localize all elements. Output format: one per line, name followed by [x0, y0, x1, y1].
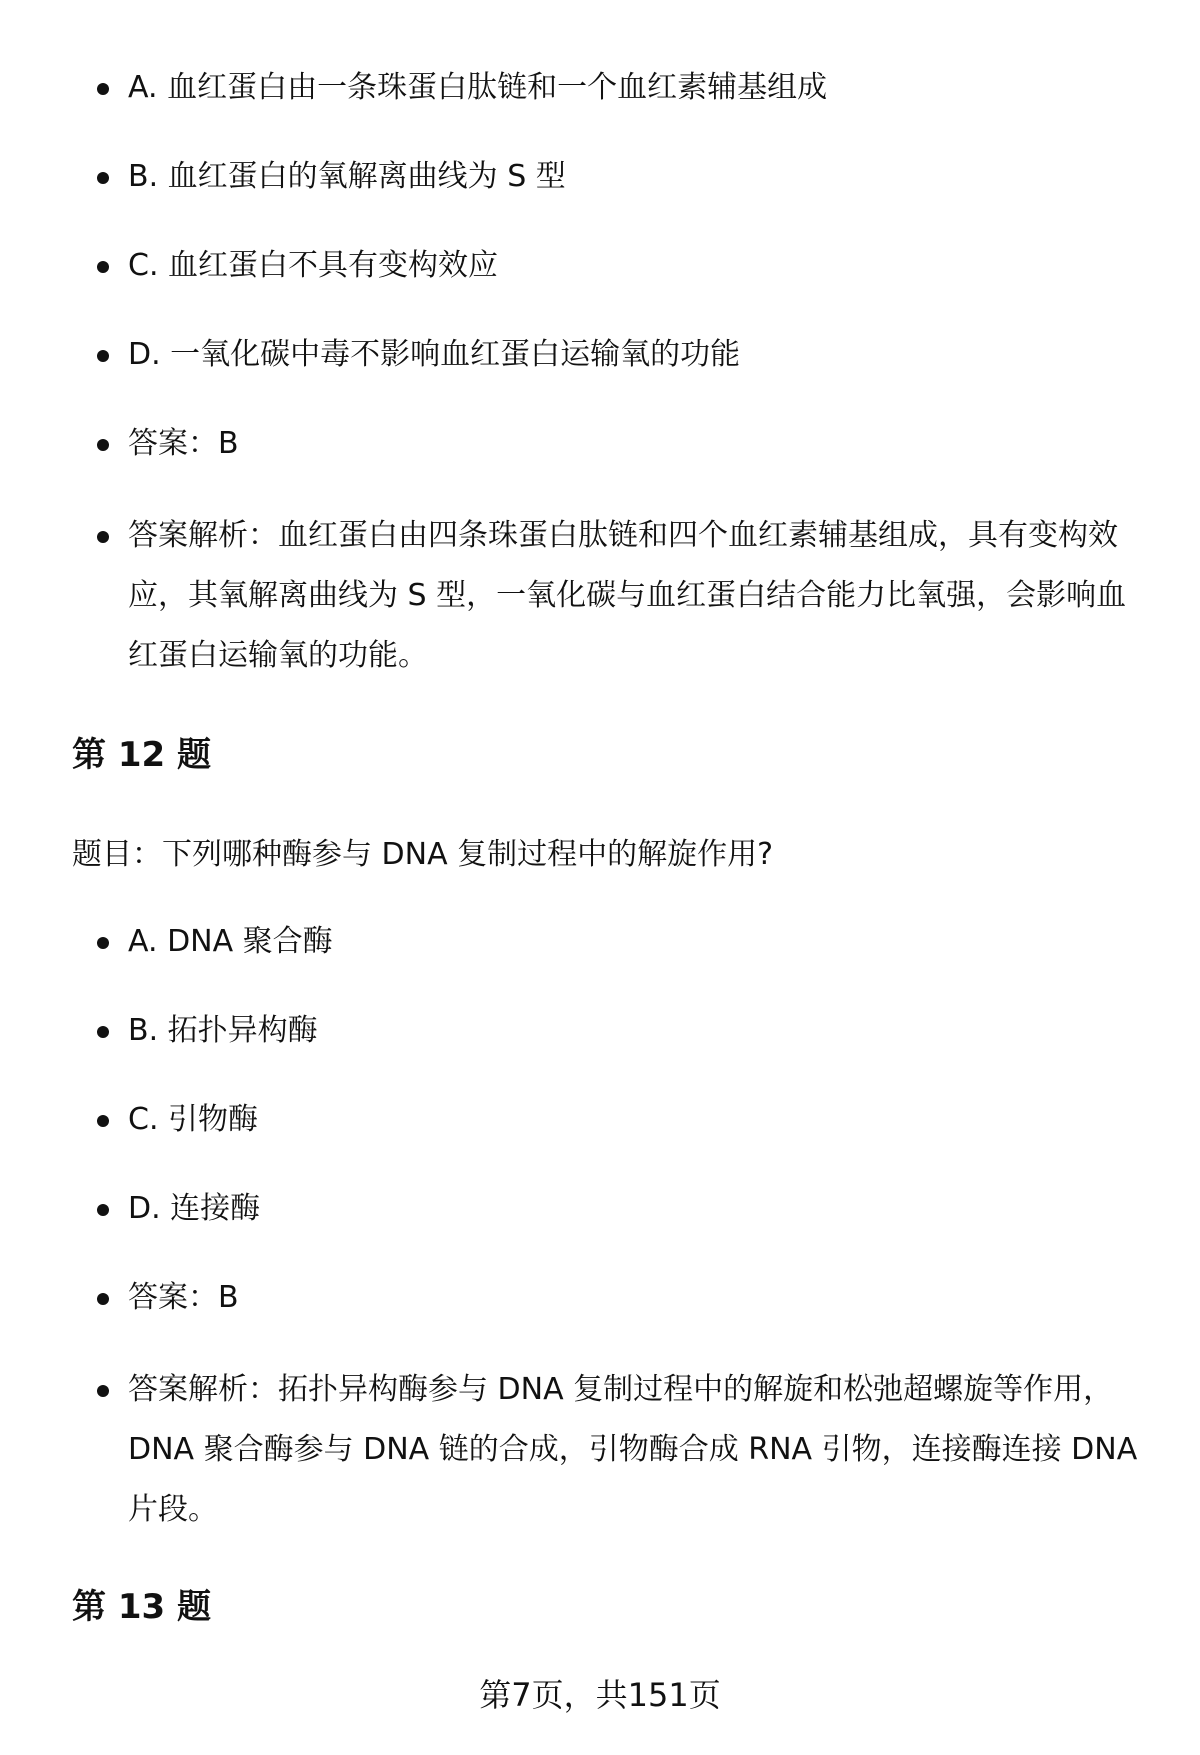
- bullet-icon: [97, 439, 109, 451]
- explanation-text: 答案解析：血红蛋白由四条珠蛋白肽链和四个血红素辅基组成，具有变构效应，其氧解离曲线为 S 型，一氧化碳与血红蛋白结合能力比氧强，会影响血红蛋白运输氧的功能。: [128, 518, 1127, 673]
- bullet-icon: [97, 261, 109, 273]
- bullet-icon: [97, 937, 109, 949]
- q11-explanation: [128, 506, 1138, 686]
- option-text: B. 拓扑异构酶: [128, 1013, 318, 1048]
- q11-option-d: [128, 325, 1138, 385]
- bullet-icon: [97, 531, 109, 543]
- bullet-icon: [97, 1115, 109, 1127]
- q13-heading: 第 13 题: [72, 1587, 211, 1627]
- bullet-icon: [97, 83, 109, 95]
- q12-option-d: [128, 1179, 1138, 1239]
- q12-answer: [128, 1268, 1138, 1328]
- answer-text: 答案：B: [128, 426, 239, 461]
- option-text: C. 血红蛋白不具有变构效应: [128, 248, 499, 283]
- option-text: D. 连接酶: [128, 1191, 261, 1226]
- q12-option-a: [128, 912, 1138, 972]
- bullet-icon: [97, 1204, 109, 1216]
- bullet-icon: [97, 1026, 109, 1038]
- option-text: A. DNA 聚合酶: [128, 924, 333, 959]
- q12-question: 题目：下列哪种酶参与 DNA 复制过程中的解旋作用?: [72, 837, 774, 872]
- q12-option-c: [128, 1090, 1138, 1150]
- q12-explanation: [128, 1360, 1138, 1540]
- bullet-icon: [97, 1293, 109, 1305]
- bullet-icon: [97, 1385, 109, 1397]
- q11-option-b: [128, 147, 1138, 207]
- answer-text: 答案：B: [128, 1280, 239, 1315]
- q11-option-a: [128, 58, 1138, 118]
- q11-option-c: [128, 236, 1138, 296]
- bullet-icon: [97, 350, 109, 362]
- option-text: D. 一氧化碳中毒不影响血红蛋白运输氧的功能: [128, 337, 741, 372]
- bullet-icon: [97, 172, 109, 184]
- option-text: C. 引物酶: [128, 1102, 259, 1137]
- q11-answer: [128, 414, 1138, 474]
- page-number: 第7页，共151页: [479, 1676, 721, 1714]
- option-text: B. 血红蛋白的氧解离曲线为 S 型: [128, 159, 566, 194]
- explanation-text: 答案解析：拓扑异构酶参与 DNA 复制过程中的解旋和松弛超螺旋等作用，DNA 聚合酶参与 DNA 链的合成，引物酶合成 RNA 引物，连接酶连接 DNA 片段。: [128, 1372, 1138, 1527]
- q12-heading: 第 12 题: [72, 735, 211, 775]
- q12-option-b: [128, 1001, 1138, 1061]
- option-text: A. 血红蛋白由一条珠蛋白肽链和一个血红素辅基组成: [128, 70, 828, 105]
